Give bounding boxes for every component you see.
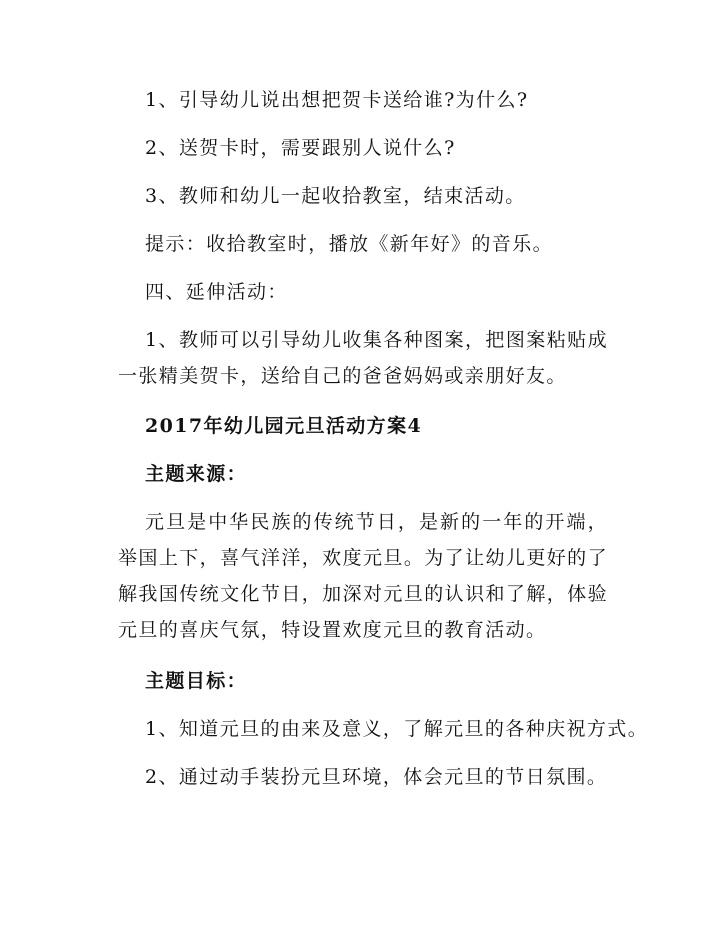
extension-heading: 四、延伸活动：	[145, 281, 288, 303]
step-2-text: 2、送贺卡时，需要跟别人说什么?	[145, 137, 456, 159]
extension-paragraph: 1、教师可以引导幼儿收集各种图案，把图案粘贴成一张精美贺卡，送给自己的爸爸妈妈或亲朋好友。	[118, 329, 608, 387]
goal-2-text: 2、通过动手装扮元旦环境，体会元旦的节日氛围。	[145, 766, 608, 788]
step-1-text: 1、引导幼儿说出想把贺卡送给谁?为什么?	[145, 89, 529, 111]
goal-1-text: 1、知道元旦的由来及意义，了解元旦的各种庆祝方式。	[145, 718, 649, 740]
theme-source-paragraph: 元旦是中华民族的传统节日，是新的一年的开端，举国上下，喜气洋洋，欢度元旦。为了让幼儿更好的了解我国传统文化节日，加深对元旦的认识和了解，体验元旦的喜庆气氛，特设置欢度元旦的教育活动。	[118, 511, 608, 641]
step-3-text: 3、教师和幼儿一起收拾教室，结束活动。	[145, 185, 526, 207]
section-title: 2017年幼儿园元旦活动方案4	[145, 415, 423, 437]
theme-goal-heading: 主题目标：	[145, 670, 248, 692]
tip-text: 提示：收拾教室时，播放《新年好》的音乐。	[145, 233, 554, 255]
theme-source-heading: 主题来源：	[145, 463, 248, 485]
